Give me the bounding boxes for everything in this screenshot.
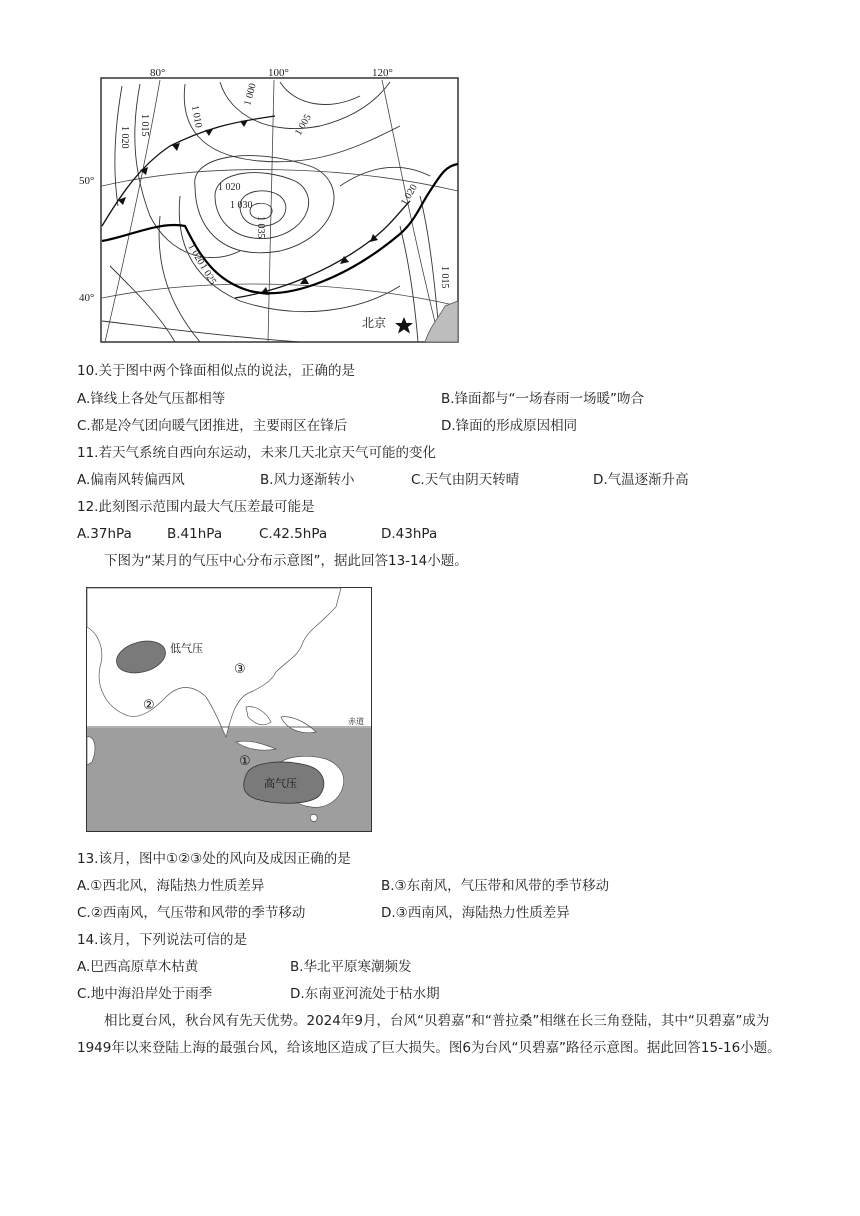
q11-option-a: A.偏南风转偏西风 [77, 472, 185, 488]
q14-option-a: A.巴西高原草木枯黄 [77, 959, 199, 975]
q11-option-c: C.天气由阴天转晴 [411, 472, 520, 488]
low-pressure-label: 低气压 [170, 642, 203, 655]
isobar-label-1005: 1 005 [293, 112, 314, 138]
q10-stem: 10.关于图中两个锋面相似点的说法，正确的是 [77, 363, 355, 379]
q12-stem: 12.此刻图示范围内最大气压差最可能是 [77, 499, 315, 515]
q12-option-a: A.37hPa [77, 526, 132, 542]
lat-label-50: 50° [79, 175, 95, 187]
q14-option-d: D.东南亚河流处于枯水期 [290, 986, 440, 1002]
isobar-label-1015-b: 1 015 [439, 266, 450, 289]
lon-label-80: 80° [150, 67, 166, 79]
isobar-front-map [100, 66, 460, 344]
q11-option-b: B.风力逐渐转小 [260, 472, 355, 488]
isobar-label-1000: 1 000 [242, 82, 259, 107]
q13-stem: 13.该月，图中①②③处的风向及成因正确的是 [77, 851, 351, 867]
isobar-label-1025: 1 025 [197, 262, 219, 287]
q13-option-b: B.③东南风，气压带和风带的季节移动 [381, 878, 610, 894]
q11-option-d: D.气温逐渐升高 [593, 472, 689, 488]
q10-option-d: D.锋面的形成原因相同 [441, 418, 578, 434]
isobar-label-1010: 1 010 [189, 104, 204, 129]
q13-option-c: C.②西南风，气压带和风带的季节移动 [77, 905, 306, 921]
marker-3: ③ [234, 662, 246, 677]
isobar-label-1020-c: 1 020 [185, 242, 207, 267]
high-pressure-label: 高气压 [264, 777, 297, 790]
intro-15-16: 相比夏台风，秋台风有先天优势。2024年9月，台风“贝碧嘉”和“普拉桑”相继在长三角登陆，其中“贝碧嘉”成为1949年以来登陆上海的最强台风，给该地区造成了巨大损失。图6为台风“贝碧嘉”路径示意图。据此回答15-16小题。 [77, 1013, 781, 1056]
pressure-center-map [86, 587, 372, 832]
isobar-label-1020-b: 1 020 [218, 182, 241, 193]
q10-option-b: B.锋面都与“一场春雨一场暖”吻合 [441, 391, 645, 407]
q10-option-c: C.都是冷气团向暖气团推进，主要雨区在锋后 [77, 418, 348, 434]
q12-option-d: D.43hPa [381, 526, 438, 542]
isobar-label-1035: 1 035 [255, 216, 266, 239]
lat-label-40: 40° [79, 292, 95, 304]
q14-option-c: C.地中海沿岸处于雨季 [77, 986, 213, 1002]
intro-13-14: 下图为“某月的气压中心分布示意图”，据此回答13-14小题。 [104, 553, 468, 569]
marker-2: ② [143, 698, 155, 713]
q14-option-b: B.华北平原寒潮频发 [290, 959, 412, 975]
q11-stem: 11.若天气系统自西向东运动，未来几天北京天气可能的变化 [77, 445, 436, 461]
lon-label-120: 120° [372, 67, 393, 79]
isobar-label-1020-a: 1 020 [119, 126, 130, 149]
equator-label: 赤道 [348, 717, 364, 726]
lon-label-100: 100° [268, 67, 289, 79]
q13-option-d: D.③西南风，海陆热力性质差异 [381, 905, 570, 921]
q13-option-a: A.①西北风，海陆热力性质差异 [77, 878, 265, 894]
q10-option-a: A.锋线上各处气压都相等 [77, 391, 226, 407]
marker-1: ① [239, 754, 251, 769]
beijing-label: 北京 [362, 316, 387, 330]
q12-option-c: C.42.5hPa [259, 526, 328, 542]
q14-stem: 14.该月，下列说法可信的是 [77, 932, 247, 948]
isobar-label-1015-a: 1 015 [139, 114, 150, 137]
isobar-label-1020-d: 1 020 [399, 182, 420, 208]
isobar-label-1030: 1 030 [230, 200, 253, 211]
q12-option-b: B.41hPa [167, 526, 223, 542]
